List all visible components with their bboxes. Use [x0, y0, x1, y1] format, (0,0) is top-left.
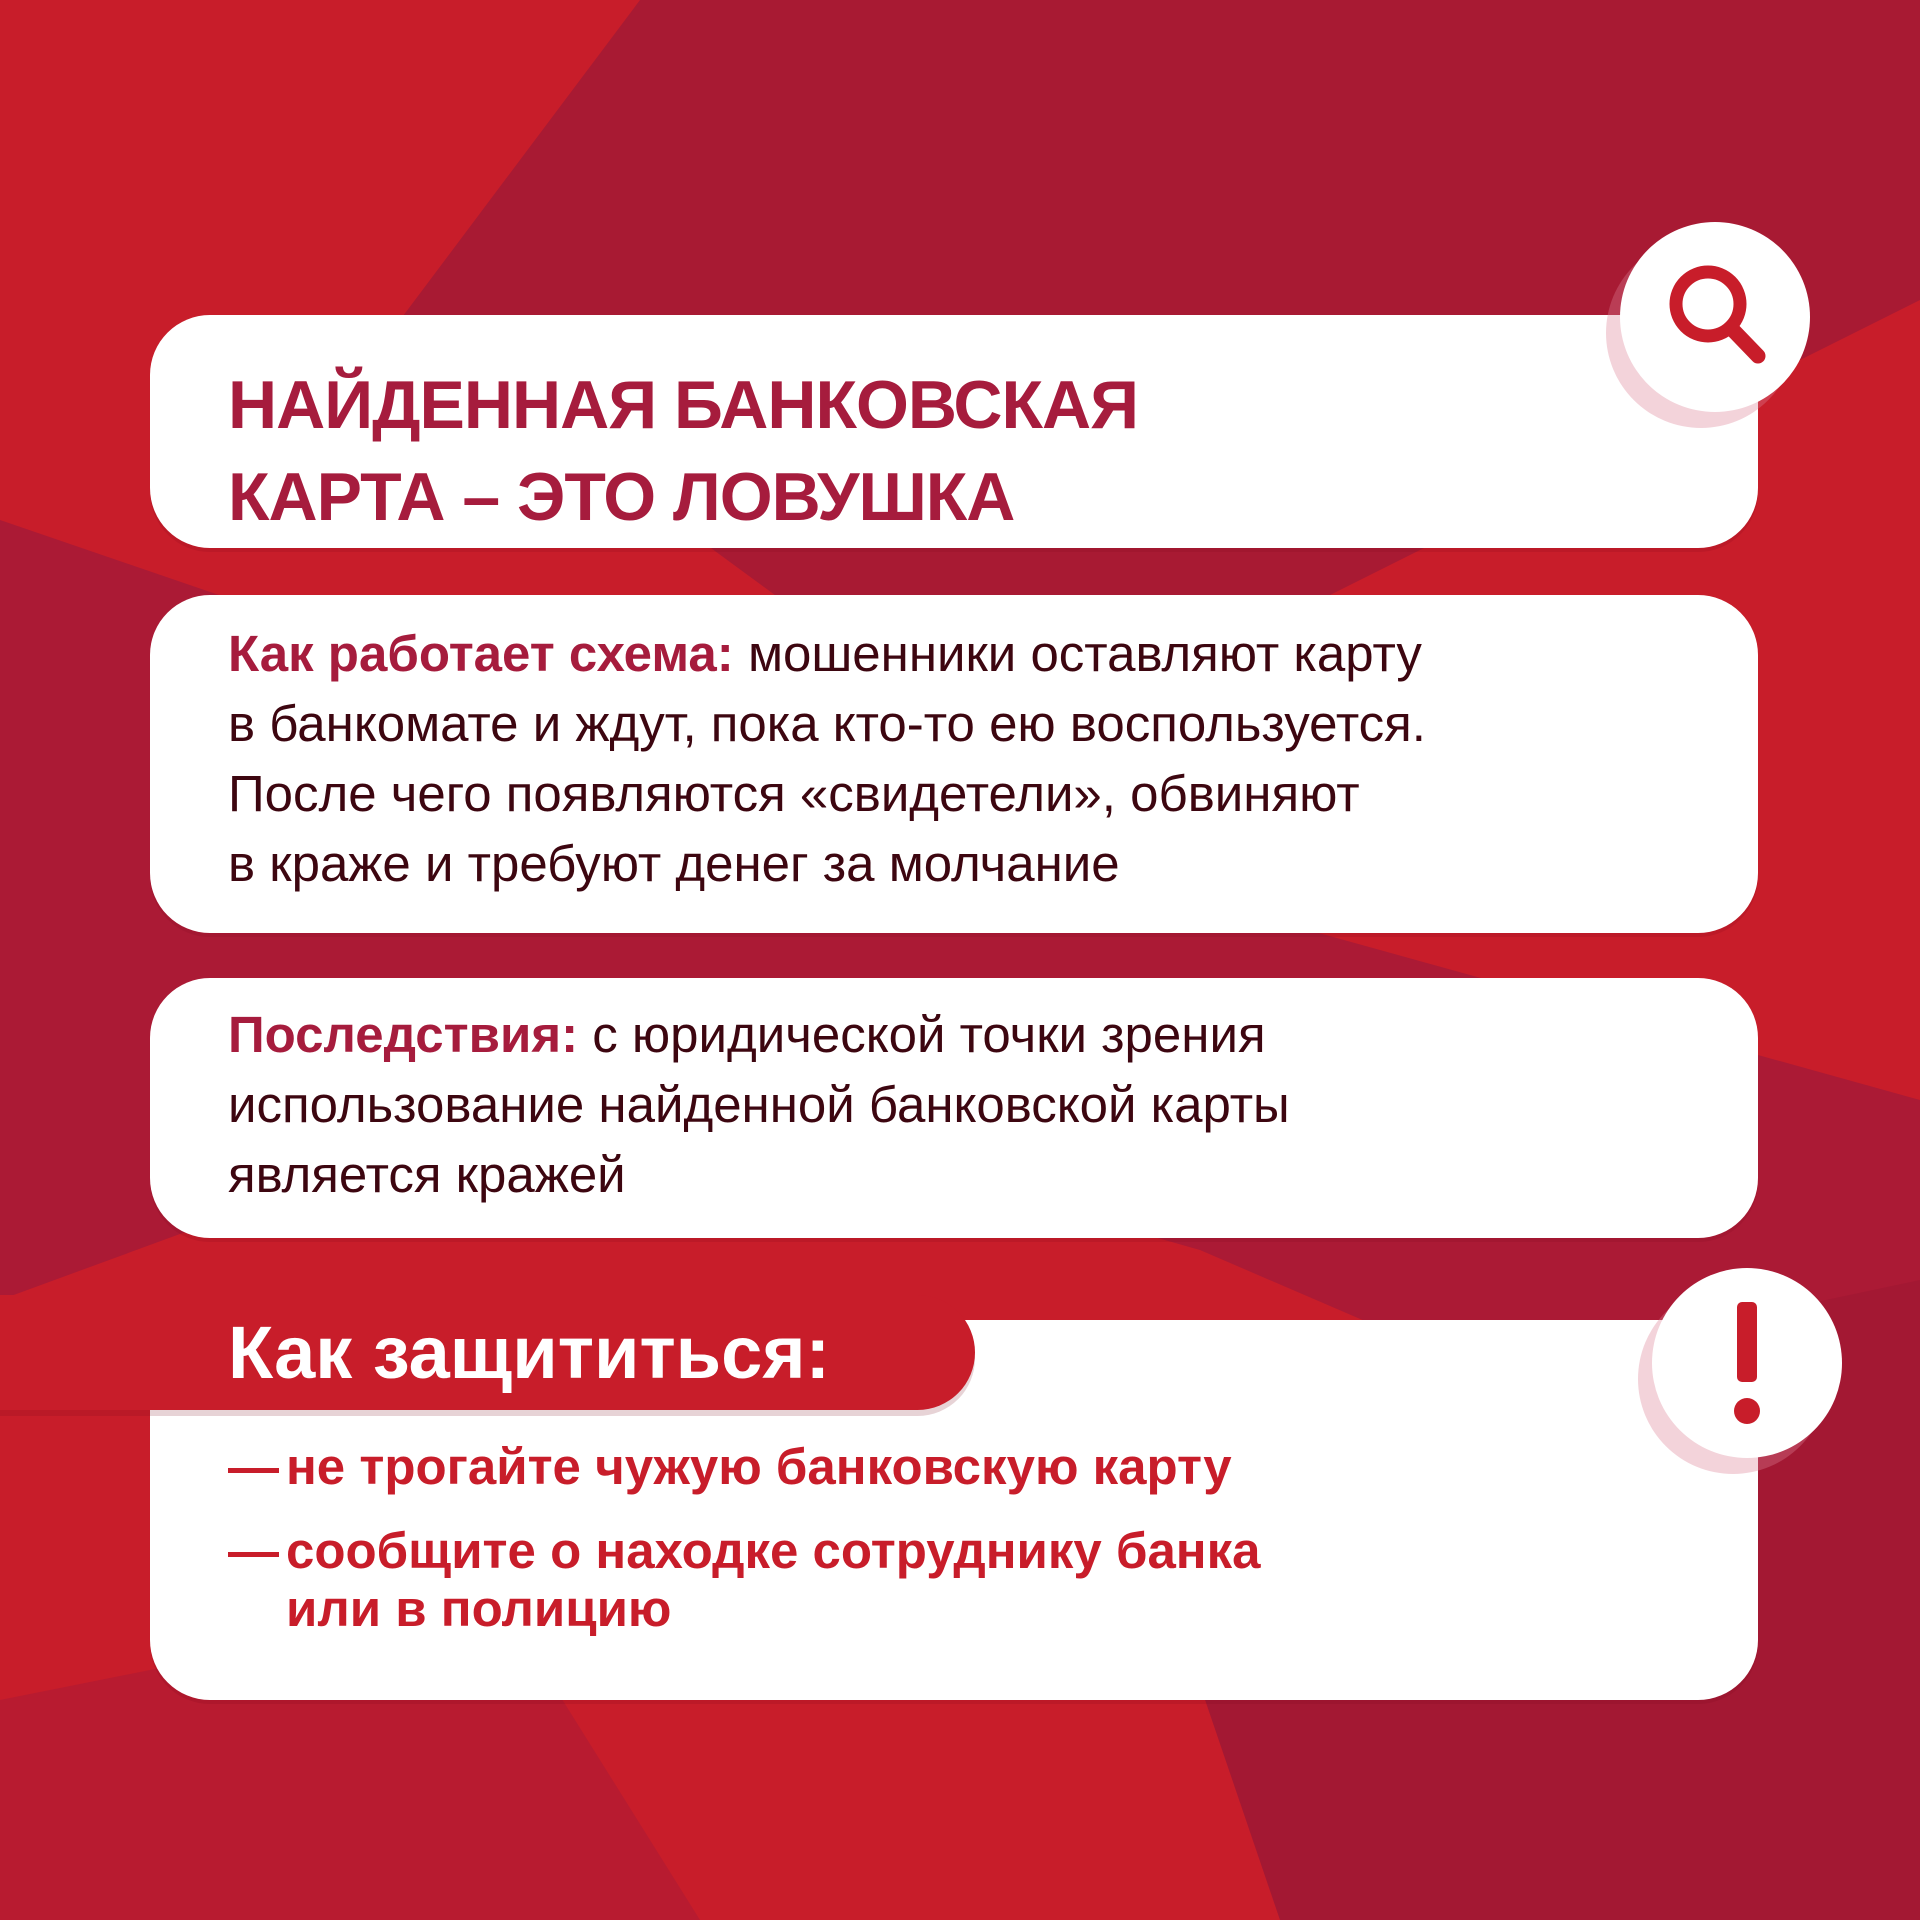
protect-heading-tab	[0, 1295, 975, 1410]
consequences-text	[228, 1000, 1290, 1210]
title-line-2: КАРТА – ЭТО ЛОВУШКА	[228, 459, 1015, 535]
protect-item-2-line-2: или в полицию	[286, 1580, 672, 1637]
scheme-line-2: в банкомате и ждут, пока кто-то ею воспользуется.	[228, 695, 1426, 752]
scheme-card	[150, 595, 1758, 933]
consequences-line-1-text: с юридической точки зрения	[578, 1006, 1266, 1063]
alert-badge	[1652, 1268, 1842, 1458]
scheme-line-1	[228, 619, 1426, 689]
consequences-line-1	[228, 1000, 1290, 1070]
scheme-lead: Как работает схема:	[228, 625, 734, 682]
protect-title: Как защититься:	[228, 1311, 831, 1394]
title-card	[150, 315, 1758, 548]
scheme-line-3: После чего появляются «свидетели», обвиняют	[228, 765, 1360, 822]
protect-item-2-line-1: сообщите о находке сотруднику банка	[286, 1522, 1261, 1579]
search-icon	[1620, 222, 1810, 412]
protect-item-1	[228, 1438, 1261, 1496]
consequences-card	[150, 978, 1758, 1238]
dash-bullet: —	[228, 1438, 279, 1495]
scheme-text	[228, 619, 1426, 899]
page-title	[228, 359, 1138, 543]
title-line-1: НАЙДЕННАЯ БАНКОВСКАЯ	[228, 367, 1138, 443]
protect-item-1-line-1: не трогайте чужую банковскую карту	[286, 1438, 1232, 1495]
consequences-line-3: является кражей	[228, 1146, 626, 1203]
protect-list	[228, 1438, 1261, 1664]
exclamation-icon	[1652, 1268, 1842, 1458]
consequences-lead: Последствия:	[228, 1006, 579, 1063]
scheme-line-1-text: мошенники оставляют карту	[733, 625, 1422, 682]
search-badge	[1620, 222, 1810, 412]
protect-item-2	[228, 1522, 1261, 1638]
consequences-line-2: использование найденной банковской карты	[228, 1076, 1290, 1133]
dash-bullet: —	[228, 1522, 279, 1579]
scheme-line-4: в краже и требуют денег за молчание	[228, 835, 1120, 892]
